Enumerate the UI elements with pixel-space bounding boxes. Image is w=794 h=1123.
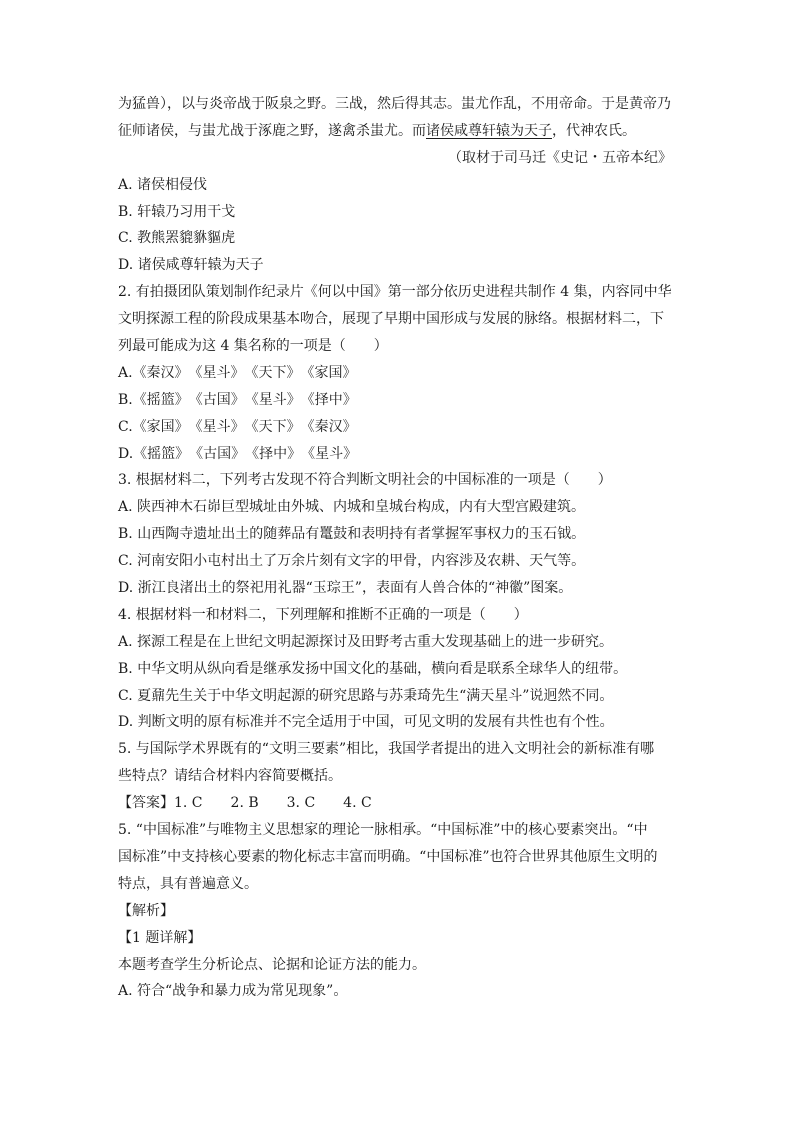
q1-option-d: D. 诸侯咸尊轩辕为天子 xyxy=(118,257,264,274)
q3-option-c: C. 河南安阳小屯村出土了万余片刻有文字的甲骨，内容涉及农耕、天气等。 xyxy=(118,553,586,570)
q3-option-b: B. 山西陶寺遗址出土的随葬品有鼍鼓和表明持有者掌握军事权力的玉石钺。 xyxy=(118,526,586,543)
q2-stem-line-2: 文明探源工程的阶段成果基本吻合，展现了早期中国形成与发展的脉络。根据材料二，下 xyxy=(118,311,664,328)
q2-option-d: D.《摇篮》 《古国》 《择中》 《星斗》 xyxy=(118,445,358,462)
underlined-phrase: 诸侯咸尊轩辕为天子 xyxy=(426,122,552,139)
document-page xyxy=(118,91,678,1005)
passage-line-2-post: ，代神农氏。 xyxy=(552,122,636,139)
q5-answer-line-1: 5. “中国标准”与唯物主义思想家的理论一脉相承。“中国标准”中的核心要素突出。“中 xyxy=(118,822,648,839)
q1-option-a: A. 诸侯相侵伐 xyxy=(118,176,208,193)
q1-option-b: B. 轩辕乃习用干戈 xyxy=(118,203,236,220)
q2-option-b: B.《摇篮》 《古国》 《星斗》 《择中》 xyxy=(118,391,357,408)
q4-option-b: B. 中华文明从纵向看是继承发扬中国文化的基础，横向看是联系全球华人的纽带。 xyxy=(118,660,628,677)
q2-stem-line-3: 列最可能成为这 4 集名称的一项是（ ） xyxy=(118,338,388,355)
answer-3: 3. C xyxy=(286,795,316,812)
answer-label: 【答案】 xyxy=(118,795,174,812)
q1-analysis-heading: 【1 题详解】 xyxy=(118,929,202,946)
answer-2: 2. B xyxy=(230,795,259,812)
answer-4: 4. C xyxy=(343,795,372,812)
q3-stem: 3. 根据材料二，下列考古发现不符合判断文明社会的中国标准的一项是（ ） xyxy=(118,472,612,489)
q3-option-a: A. 陕西神木石峁巨型城址由外城、内城和皇城台构成，内有大型宫殿建筑。 xyxy=(118,499,586,516)
q1-analysis-intro: 本题考查学生分析论点、论据和论证方法的能力。 xyxy=(118,956,426,973)
answer-1: 1. C xyxy=(174,795,203,812)
q5-answer-line-2: 国标准”中支持核心要素的物化标志丰富而明确。“中国标准”也符合世界其他原生文明的 xyxy=(118,848,658,865)
q3-option-d: D. 浙江良渚出土的祭祀用礼器“玉琮王”，表面有人兽合体的“神徽”图案。 xyxy=(118,580,573,597)
passage-line-2-pre: 征师诸侯，与蚩尤战于涿鹿之野，遂禽杀蚩尤。而 xyxy=(118,122,426,139)
q5-answer-line-3: 特点，具有普遍意义。 xyxy=(118,875,258,892)
passage-line-1: 为猛兽），以与炎帝战于阪泉之野。三战，然后得其志。蚩尤作乱，不用帝命。于是黄帝乃 xyxy=(118,96,671,112)
answer-row xyxy=(118,790,678,817)
q5-stem-line-1: 5. 与国际学术界既有的“文明三要素”相比，我国学者提出的进入文明社会的新标准有哪 xyxy=(118,741,655,758)
q2-option-a: A.《秦汉》 《星斗》 《天下》 《家国》 xyxy=(118,364,357,381)
q1-option-c: C. 教熊罴貔貅貙虎 xyxy=(118,230,236,247)
q4-option-d: D. 判断文明的原有标准并不完全适用于中国，可见文明的发展有共性也有个性。 xyxy=(118,714,614,731)
q5-stem-line-2: 些特点？请结合材料内容简要概括。 xyxy=(118,768,342,785)
q4-option-c: C. 夏鼐先生关于中华文明起源的研究思路与苏秉琦先生“满天星斗”说迥然不同。 xyxy=(118,687,614,704)
passage-line-2 xyxy=(118,118,678,145)
source-citation: （取材于司马迁《史记・五帝本纪》 xyxy=(448,149,672,166)
q4-stem: 4. 根据材料一和材料二，下列理解和推断不正确的一项是（ ） xyxy=(118,606,528,623)
q1-analysis-a: A. 符合“战争和暴力成为常见现象”。 xyxy=(118,983,348,1000)
q2-stem-line-1: 2. 有拍摄团队策划制作纪录片《何以中国》第一部分依历史进程共制作 4 集，内容同中华 xyxy=(118,284,672,301)
q4-option-a: A. 探源工程是在上世纪文明起源探讨及田野考古重大发现基础上的进一步研究。 xyxy=(118,633,614,650)
q2-option-c: C.《家国》 《星斗》 《天下》 《秦汉》 xyxy=(118,418,357,435)
analysis-label: 【解析】 xyxy=(118,902,174,919)
